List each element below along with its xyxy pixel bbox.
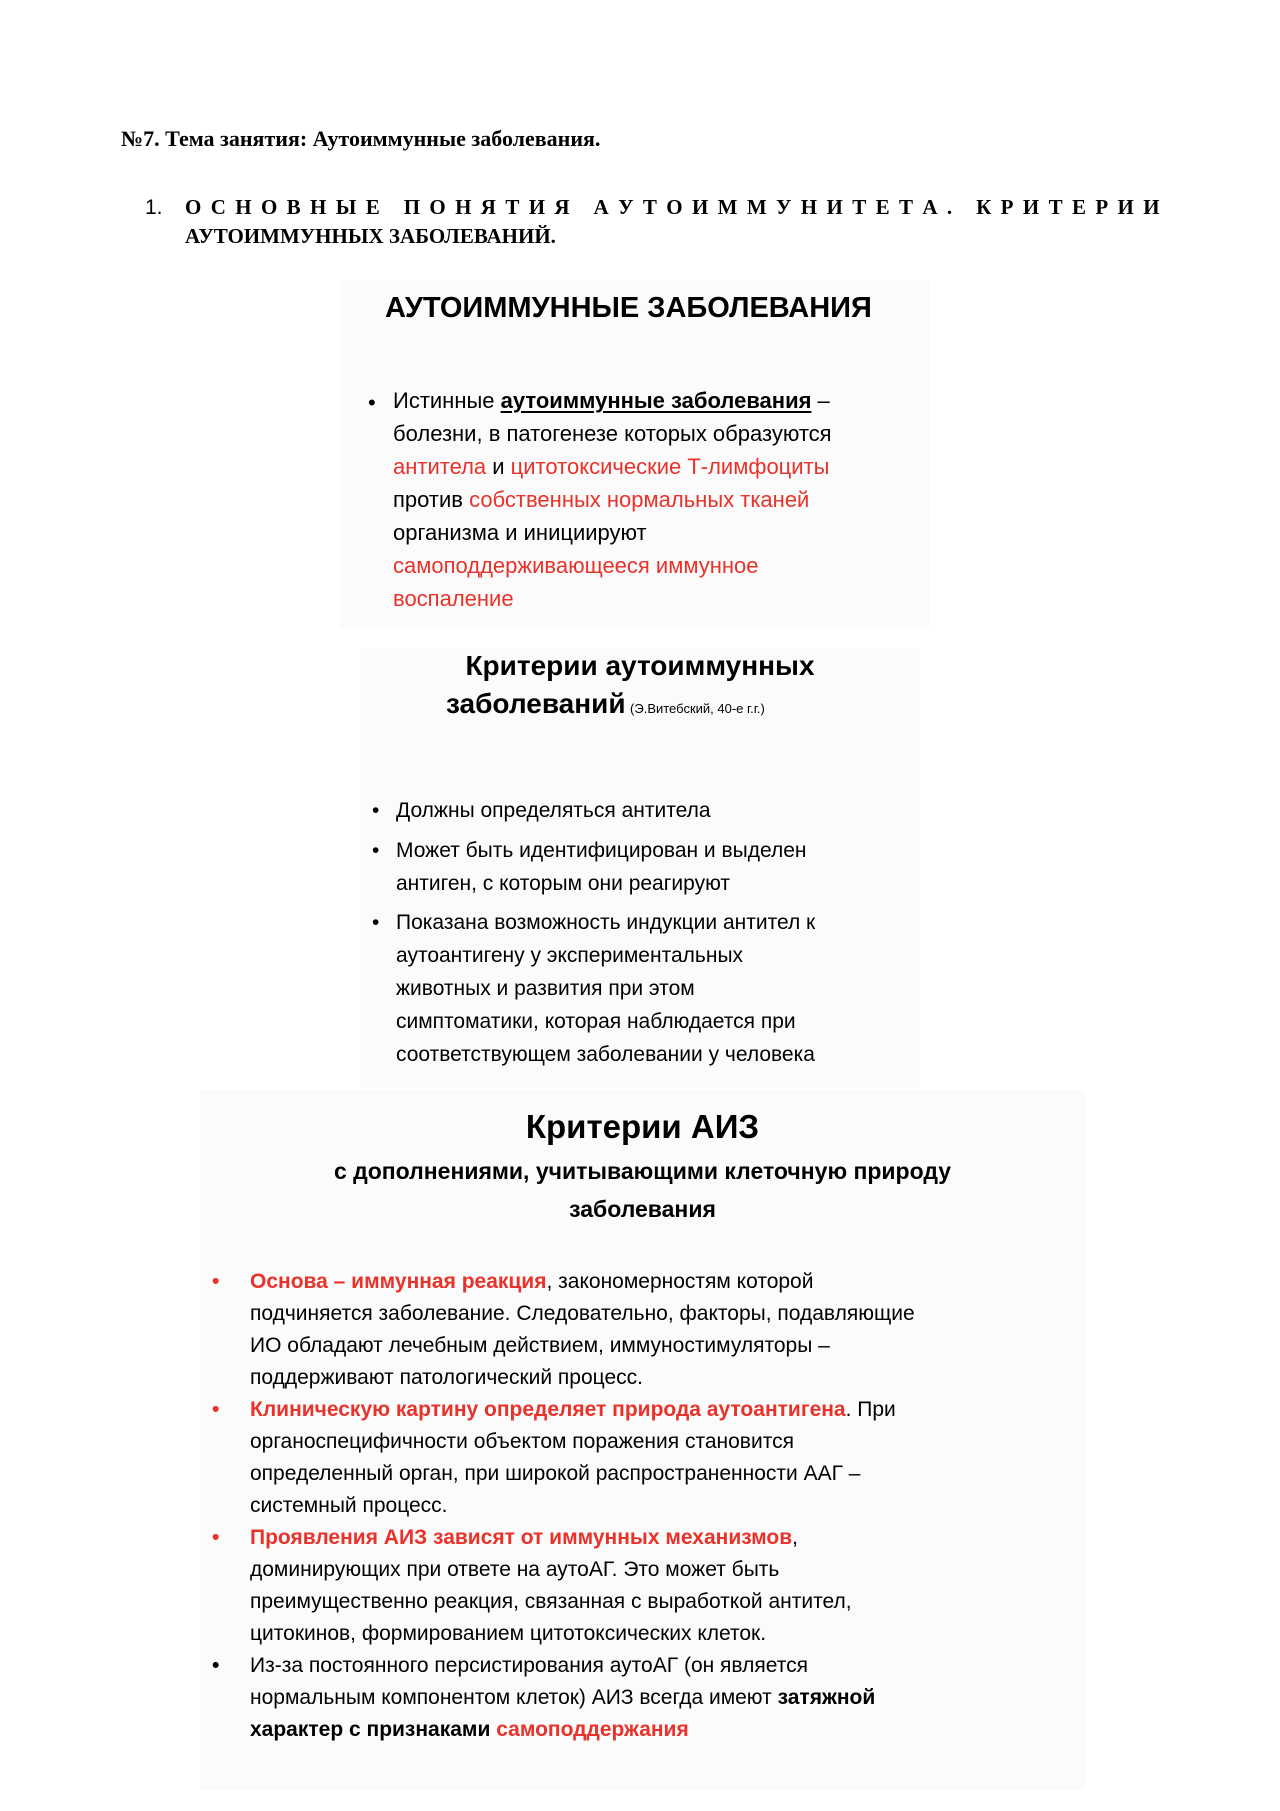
heading-letter: Ы [335, 195, 357, 219]
heading-letter: И [691, 195, 709, 219]
text-run: , закономерностям которой [546, 1270, 814, 1293]
definition-text [393, 384, 923, 615]
heading-letter: Е [365, 195, 380, 219]
heading-letter: П [403, 195, 421, 219]
heading-letter: О [185, 195, 202, 219]
text-run: органоспецифичности объектом поражения становится [250, 1430, 794, 1453]
heading-letter: Т [852, 195, 867, 219]
slide-title-line-2 [446, 688, 765, 720]
text-run: против [393, 487, 470, 512]
heading-letter: С [210, 195, 226, 219]
heading-letter: Т [1048, 195, 1063, 219]
highlight-text: самоподдерживающееся иммунное [393, 553, 759, 578]
text-run: доминирующих при ответе на аутоАГ. Это может быть [250, 1558, 780, 1581]
slide-title: АУТОИММУННЫЕ ЗАБОЛЕВАНИЯ [385, 292, 872, 324]
heading-letter: В [286, 195, 301, 219]
list-item-text [396, 834, 807, 900]
bullet-icon: • [372, 839, 380, 862]
list-line: симптоматики, которая наблюдается при [396, 1010, 796, 1033]
list-line: Может быть идентифицирован и выделен [396, 839, 807, 862]
heading-letter: Н [800, 195, 818, 219]
highlight-text: собственных нормальных тканей [469, 487, 810, 512]
text-run: . При [845, 1398, 896, 1421]
list-line: соответствующем заболевании у человека [396, 1043, 815, 1066]
highlight-text: самоподдержания [496, 1718, 689, 1741]
highlight-text: Основа – иммунная реакция [250, 1270, 547, 1293]
heading-letter [961, 195, 966, 220]
section-heading-text [185, 195, 1160, 220]
slide-title-word: заболеваний [446, 688, 626, 719]
heading-letter: К [976, 195, 992, 219]
slide-criteria-witebsky [360, 648, 920, 1088]
heading-letter: О [666, 195, 683, 219]
heading-letter: О [429, 195, 446, 219]
slide-autoimmune-diseases [340, 280, 930, 628]
criteria-text [250, 1522, 1070, 1650]
list-line: аутоантигену у экспериментальных [396, 944, 744, 967]
bold-text: характер с признаками [250, 1718, 497, 1741]
slide-subtitle: заболевания [569, 1196, 716, 1222]
criteria-text [250, 1266, 1070, 1394]
bold-text: затяжной [777, 1686, 876, 1709]
heading-letter: А [922, 195, 938, 219]
bullet-icon: • [372, 911, 380, 934]
heading-letter: О [260, 195, 278, 219]
bullet-icon: • [212, 1654, 220, 1677]
highlight-text: цитотоксические Т-лимфоциты [510, 454, 830, 479]
text-run: нормальным компонентом клеток) АИЗ всегда имеют [250, 1686, 778, 1709]
text-run: определенный орган, при широкой распространенности ААГ – [250, 1462, 861, 1485]
heading-letter [389, 195, 394, 220]
heading-letter: Т [642, 195, 657, 219]
heading-letter: Я [554, 195, 570, 219]
text-run: , [792, 1526, 799, 1549]
highlight-text: Клиническую картину определяет природа аутоантигена [250, 1398, 846, 1421]
heading-letter: Е [1071, 195, 1086, 219]
section-number: 1. [145, 196, 163, 219]
heading-letter: Р [1000, 195, 1014, 219]
heading-letter: М [746, 195, 767, 219]
page-title: №7. Тема занятия: Аутоиммунные заболевания. [121, 126, 601, 151]
heading-letter: Е [875, 195, 890, 219]
text-run: Истинные [393, 388, 501, 413]
heading-letter: И [528, 195, 546, 219]
underlined-term: аутоиммунные заболевания [500, 388, 812, 413]
heading-letter: Т [505, 195, 520, 219]
bullet-icon: • [212, 1398, 220, 1421]
text-run: поддерживают патологический процесс. [250, 1366, 643, 1389]
bullet-icon: • [212, 1526, 220, 1549]
heading-letter: . [946, 195, 953, 219]
text-run: Из-за постоянного персистирования аутоАГ (он является [250, 1654, 808, 1677]
heading-letter: У [776, 195, 792, 219]
heading-letter [579, 195, 584, 220]
heading-letter: И [1143, 195, 1160, 219]
heading-letter: И [1022, 195, 1040, 219]
title-note: (Э.Витебский, 40-е г.г.) [630, 701, 765, 716]
heading-letter: И [826, 195, 843, 219]
highlight-text: антитела [393, 454, 487, 479]
heading-letter: Т [898, 195, 913, 219]
slide-title: Критерии аутоиммунных [465, 650, 815, 681]
list-line: антиген, с которым они реагируют [396, 872, 730, 895]
list-item-text: Должны определяться антитела [396, 799, 711, 822]
bullet-icon: • [372, 799, 380, 822]
heading-letter: Н [455, 195, 472, 219]
text-run: системный процесс. [250, 1494, 448, 1517]
heading-letter: А [593, 195, 609, 219]
bullet-icon: • [212, 1270, 220, 1293]
heading-letter: И [1117, 195, 1134, 219]
section-heading-line-2: АУТОИММУННЫХ ЗАБОЛЕВАНИЙ. [185, 224, 556, 248]
text-run: организма и инициируют [393, 520, 647, 545]
heading-letter: М [717, 195, 738, 219]
text-run: подчиняется заболевание. Следовательно, факторы, подавляющие [250, 1302, 915, 1325]
bullet-icon: • [368, 390, 376, 415]
criteria-text [250, 1394, 1070, 1522]
heading-letter: У [618, 195, 634, 219]
heading-letter: Я [480, 195, 496, 219]
list-item-text [396, 906, 815, 1071]
slide-criteria-aiz [200, 1090, 1085, 1790]
highlight-text: воспаление [393, 586, 514, 611]
heading-letter: Н [310, 195, 327, 219]
text-run: болезни, в патогенезе которых образуются [393, 421, 832, 446]
heading-letter: Н [235, 195, 252, 219]
highlight-text: Проявления АИЗ зависят от иммунных механизмов [250, 1526, 793, 1549]
text-run: и [486, 454, 511, 479]
section-heading-line-1 [185, 195, 1160, 220]
text-run: – [811, 388, 830, 413]
slide-subtitle: с дополнениями, учитывающими клеточную природу [333, 1158, 952, 1184]
heading-letter: Р [1095, 195, 1109, 219]
list-line: Показана возможность индукции антител к [396, 911, 816, 934]
text-run: цитокинов, формированием цитотоксических клеток. [250, 1622, 767, 1645]
criteria-text [250, 1650, 1070, 1746]
list-line: животных и развития при этом [396, 977, 695, 1000]
text-run: преимущественно реакция, связанная с выработкой антител, [250, 1590, 852, 1613]
text-run: ИО обладают лечебным действием, иммуностимуляторы – [250, 1334, 830, 1357]
slide-title: Критерии АИЗ [525, 1108, 760, 1145]
